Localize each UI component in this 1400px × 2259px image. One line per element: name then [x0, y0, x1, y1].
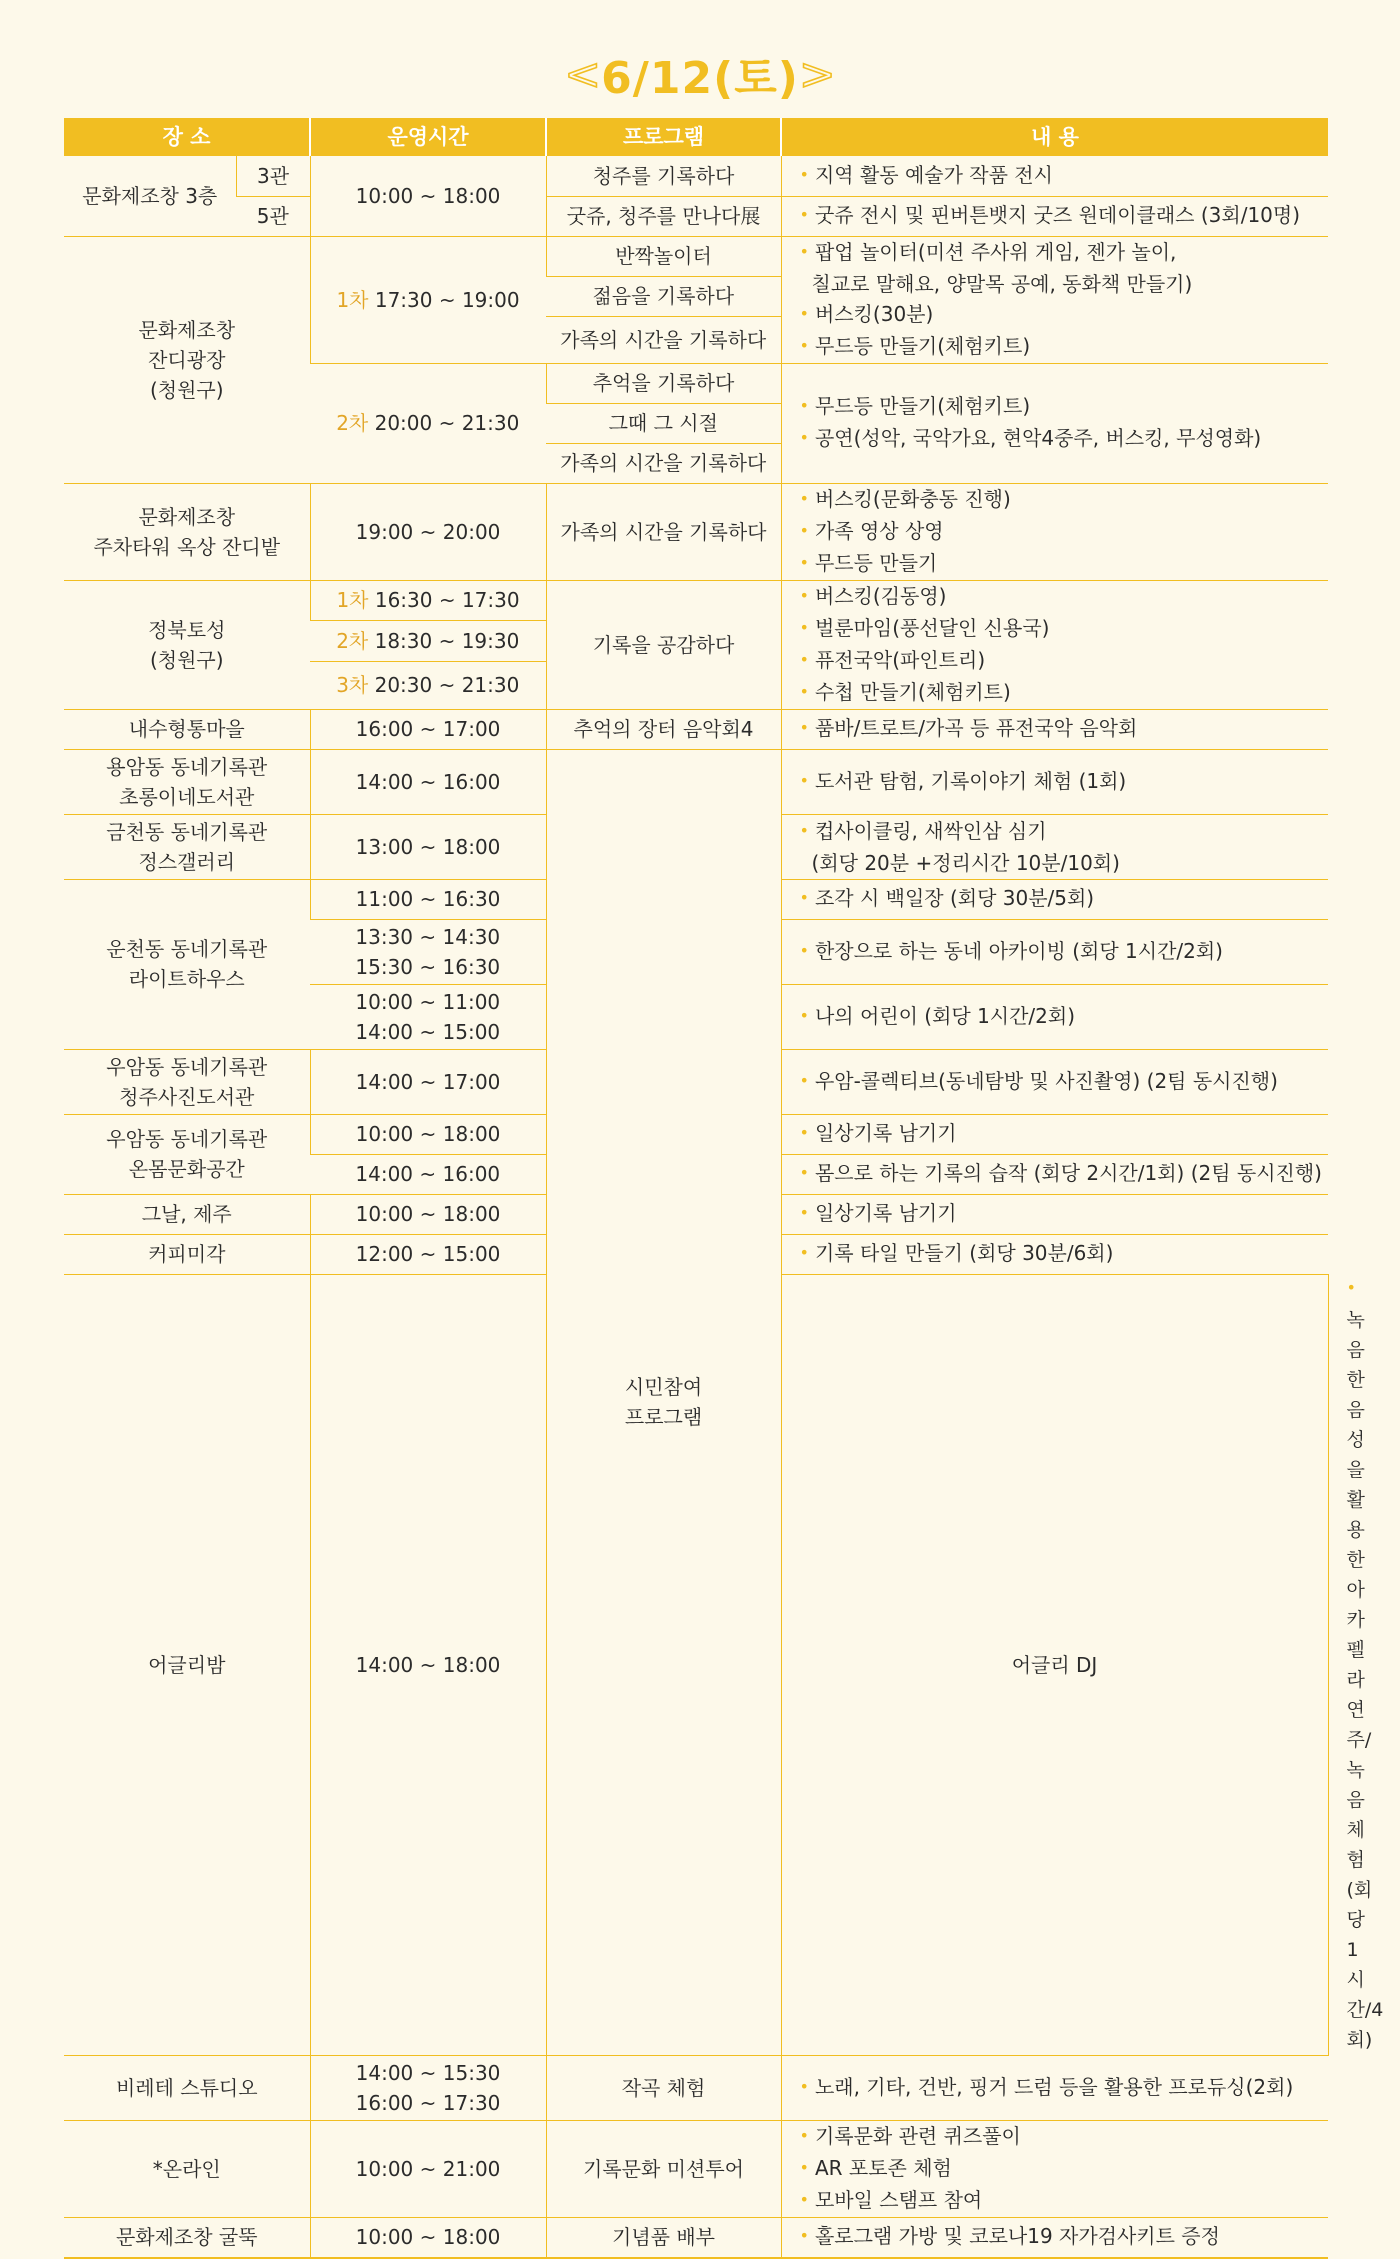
- content-text: 모바일 스탬프 참여: [814, 2188, 983, 2212]
- content-cell: • 버스킹(문화충동 진행) • 가족 영상 상영 • 무드등 만들기: [781, 483, 1328, 580]
- time-cell: [310, 662, 546, 709]
- program-cell: 기록을 공감하다: [546, 580, 781, 709]
- hall-cell: 5관: [236, 196, 310, 236]
- content-text: 기록문화 관련 퀴즈풀이: [814, 2124, 1021, 2148]
- time-line: 16:00 ~ 17:30: [355, 2091, 501, 2115]
- place-line: 주차타워 옥상 잔디밭: [93, 534, 281, 559]
- content-text: 무드등 만들기: [814, 550, 938, 575]
- content-text: 기록 타일 만들기 (회당 30분/6회): [814, 1241, 1114, 1265]
- content-cell: • 품바/트로트/가곡 등 퓨전국악 음악회: [781, 709, 1328, 749]
- table-row: [64, 483, 1328, 580]
- content-text: 조각 시 백일장 (회당 30분/5회): [814, 886, 1095, 910]
- place-line: (청원구): [149, 377, 224, 402]
- place-cell: 문화제조창 3층: [64, 156, 236, 236]
- content-text: 컵사이클링, 새싹인삼 심기: [814, 818, 1047, 843]
- content-cell: • 굿쥬 전시 및 핀버튼뱃지 굿즈 원데이클래스 (3회/10명): [781, 196, 1328, 236]
- program-cell: 굿쥬, 청주를 만나다展: [546, 196, 781, 236]
- table-row: [64, 236, 1328, 276]
- time-cell: 14:00 ~ 17:00: [310, 1049, 546, 1114]
- content-cell: • 일상기록 남기기: [781, 1194, 1328, 1234]
- place-cell: 어글리밤: [64, 1274, 310, 2056]
- content-text: 도서관 탐험, 기록이야기 체험 (1회): [814, 768, 1127, 793]
- content-text: 굿쥬 전시 및 핀버튼뱃지 굿즈 원데이클래스 (3회/10명): [814, 203, 1301, 227]
- time-cell: [310, 984, 546, 1049]
- place-cell: 비레테 스튜디오: [64, 2056, 310, 2121]
- time-line: 13:30 ~ 14:30: [355, 924, 501, 949]
- content-text: 홀로그램 가방 및 코로나19 자가검사키트 증정: [814, 2224, 1220, 2249]
- place-line: 금천동 동네기록관: [106, 819, 268, 844]
- place-line: 정북토성: [148, 617, 226, 642]
- time-cell: [310, 919, 546, 984]
- content-cell: • 팝업 놀이터(미션 주사위 게임, 젠가 놀이, 칠교로 말해요, 양말목 공예, 동화책 만들기) • 버스킹(30분) • 무드등 만들기(체험키트): [781, 236, 1328, 363]
- content-text: (회당 20분 +정리시간 10분/10회): [811, 850, 1120, 875]
- place-line: 잔디광장: [148, 347, 226, 372]
- program-cell: 가족의 시간을 기록하다: [546, 443, 781, 483]
- content-text: 무드등 만들기(체험키트): [814, 394, 1031, 418]
- round-label: 2차: [336, 629, 369, 654]
- content-text: 수첩 만들기(체험키트): [814, 679, 1011, 704]
- table-row: [64, 196, 1328, 236]
- program-cell: 가족의 시간을 기록하다: [546, 483, 781, 580]
- time-text: 17:30 ~ 19:00: [368, 287, 520, 312]
- place-cell: [64, 580, 310, 709]
- content-cell: • 조각 시 백일장 (회당 30분/5회): [781, 879, 1328, 919]
- round-label: 1차: [336, 287, 369, 312]
- time-cell: 10:00 ~ 18:00: [310, 1114, 546, 1154]
- content-text: 공연(성악, 국악가요, 현악4중주, 버스킹, 무성영화): [814, 426, 1262, 450]
- time-line: 15:30 ~ 16:30: [355, 954, 501, 979]
- table-row: [64, 2121, 1328, 2218]
- header-row: [64, 118, 1328, 156]
- program-cell: 그때 그 시절: [546, 403, 781, 443]
- place-line: 온몸문화공간: [128, 1157, 245, 1181]
- time-cell: 10:00 ~ 21:00: [310, 2121, 546, 2218]
- time-text: 18:30 ~ 19:30: [368, 629, 520, 654]
- time-text: 20:30 ~ 21:30: [368, 673, 520, 698]
- content-text: 일상기록 남기기: [814, 1121, 957, 1145]
- content-text: 몸으로 하는 기록의 습작 (회당 2시간/1회) (2팀 동시진행): [814, 1161, 1322, 1185]
- time-cell: [310, 621, 546, 662]
- time-cell: 14:00 ~ 18:00: [310, 1274, 546, 2056]
- title-bracket-right: >: [798, 48, 836, 100]
- content-text: 우암-콜렉티브(동네탐방 및 사진촬영) (2팀 동시진행): [814, 1068, 1278, 1093]
- content-cell: • 홀로그램 가방 및 코로나19 자가검사키트 증정: [781, 2218, 1328, 2258]
- place-line: 우암동 동네기록관: [106, 1127, 268, 1151]
- program-cell: 기록문화 미션투어: [546, 2121, 781, 2218]
- place-line: 우암동 동네기록관: [106, 1054, 268, 1079]
- place-line: 정스갤러리: [138, 849, 236, 874]
- program-cell: 작곡 체험: [546, 2056, 781, 2121]
- program-cell: 기념품 배부: [546, 2218, 781, 2258]
- time-cell: 11:00 ~ 16:30: [310, 879, 546, 919]
- time-cell: 14:00 ~ 16:00: [310, 1154, 546, 1194]
- place-cell: [64, 236, 310, 483]
- table-row: [64, 580, 1328, 621]
- place-line: 문화제조창: [138, 504, 236, 529]
- table-row: [64, 749, 1328, 814]
- content-cell: • 지역 활동 예술가 작품 전시: [781, 156, 1328, 196]
- round-label: 3차: [336, 673, 369, 698]
- place-cell: [64, 1049, 310, 1114]
- header-time: 운영시간: [310, 118, 546, 156]
- program-cell: 어글리 DJ: [781, 1274, 1328, 2056]
- content-cell: • 한장으로 하는 동네 아카이빙 (회당 1시간/2회): [781, 919, 1328, 984]
- program-cell: [546, 749, 781, 2056]
- header-program: 프로그램: [546, 118, 781, 156]
- schedule-table: [64, 118, 1384, 2259]
- content-text: 버스킹(김동영): [814, 583, 947, 608]
- table-row: [64, 156, 1328, 196]
- round-label: 1차: [336, 588, 369, 613]
- time-cell: 10:00 ~ 18:00: [310, 1194, 546, 1234]
- date-title: [0, 42, 1400, 106]
- content-text: 팝업 놀이터(미션 주사위 게임, 젠가 놀이,: [814, 239, 1177, 264]
- place-cell: [64, 483, 310, 580]
- content-text: 지역 활동 예술가 작품 전시: [814, 162, 1053, 187]
- content-cell: • 일상기록 남기기: [781, 1114, 1328, 1154]
- content-cell: • 버스킹(김동영) • 벌룬마임(풍선달인 신용국) • 퓨전국악(파인트리) • 수첩 만들기(체험키트): [781, 580, 1328, 709]
- time-cell: [310, 363, 546, 483]
- place-cell: 그날, 제주: [64, 1194, 310, 1234]
- content-text: 퓨전국악(파인트리): [814, 647, 986, 672]
- table-row: 어글리밤 14:00 ~ 18:00 어글리 DJ •녹음한 음성을 활용한 아카펠라 연주/녹음 체험 (회당 1시간/4회): [64, 1274, 1328, 2056]
- content-cell: • 나의 어린이 (회당 1시간/2회): [781, 984, 1328, 1049]
- table-row: [64, 709, 1328, 749]
- time-cell: [310, 580, 546, 621]
- content-text: 칠교로 말해요, 양말목 공예, 동화책 만들기): [811, 271, 1193, 296]
- time-cell: 14:00 ~ 16:00: [310, 749, 546, 814]
- place-cell: [64, 879, 310, 1049]
- content-cell: • 기록 타일 만들기 (회당 30분/6회): [781, 1234, 1328, 1274]
- round-label: 2차: [336, 411, 369, 435]
- time-cell: 16:00 ~ 17:00: [310, 709, 546, 749]
- time-text: 16:30 ~ 17:30: [368, 588, 520, 613]
- time-line: 14:00 ~ 15:00: [355, 1019, 501, 1044]
- content-text: 나의 어린이 (회당 1시간/2회): [814, 1003, 1076, 1028]
- program-cell: 젊음을 기록하다: [546, 276, 781, 316]
- content-cell: • 노래, 기타, 건반, 핑거 드럼 등을 활용한 프로듀싱(2회): [781, 2056, 1328, 2121]
- time-text: 20:00 ~ 21:30: [368, 411, 520, 435]
- time-cell: 13:00 ~ 18:00: [310, 814, 546, 879]
- place-line: 문화제조창: [138, 317, 236, 342]
- place-cell: [64, 749, 310, 814]
- hall-cell: 3관: [236, 156, 310, 196]
- program-cell: 청주를 기록하다: [546, 156, 781, 196]
- table-row: [64, 2218, 1328, 2258]
- content-cell: • 도서관 탐험, 기록이야기 체험 (1회): [781, 749, 1328, 814]
- content-text: 한장으로 하는 동네 아카이빙 (회당 1시간/2회): [814, 938, 1223, 963]
- content-text: 일상기록 남기기: [814, 1201, 957, 1225]
- content-text: AR 포토존 체험: [814, 2156, 952, 2180]
- content-text: 노래, 기타, 건반, 핑거 드럼 등을 활용한 프로듀싱(2회): [814, 2075, 1294, 2099]
- content-cell: • 몸으로 하는 기록의 습작 (회당 2시간/1회) (2팀 동시진행): [781, 1154, 1328, 1194]
- place-cell: 문화제조창 굴뚝: [64, 2218, 310, 2258]
- program-cell: 가족의 시간을 기록하다: [546, 317, 781, 363]
- content-text: 버스킹(문화충동 진행): [814, 486, 1011, 511]
- content-text: 벌룬마임(풍선달인 신용국): [814, 615, 1050, 640]
- header-place: 장 소: [64, 118, 310, 156]
- program-cell: 추억의 장터 음악회4: [546, 709, 781, 749]
- time-cell: 10:00 ~ 18:00: [310, 2218, 546, 2258]
- time-cell: [310, 2056, 546, 2121]
- content-text: 품바/트로트/가곡 등 퓨전국악 음악회: [814, 716, 1138, 740]
- content-cell: • 컵사이클링, 새싹인삼 심기 (회당 20분 +정리시간 10분/10회): [781, 814, 1328, 879]
- time-line: 14:00 ~ 15:30: [355, 2061, 501, 2085]
- place-cell: [64, 1114, 310, 1194]
- time-line: 10:00 ~ 11:00: [355, 989, 501, 1014]
- title-bracket-left: <: [564, 48, 602, 100]
- content-cell: • 우암-콜렉티브(동네탐방 및 사진촬영) (2팀 동시진행): [781, 1049, 1328, 1114]
- content-text: 녹음한 음성을 활용한 아카펠라 연주/녹음 체험 (회당 1시간/4회): [1346, 1309, 1384, 2051]
- place-cell: 커피미각: [64, 1234, 310, 1274]
- content-text: 버스킹(30분): [814, 301, 934, 326]
- place-line: 청주사진도서관: [119, 1084, 255, 1109]
- table-row: [64, 2056, 1328, 2121]
- program-line: 시민참여: [624, 1375, 703, 1400]
- place-cell: *온라인: [64, 2121, 310, 2218]
- place-cell: 내수형통마을: [64, 709, 310, 749]
- program-line: 프로그램: [624, 1405, 703, 1430]
- time-cell: [310, 236, 546, 363]
- content-cell: • 기록문화 관련 퀴즈풀이 • AR 포토존 체험 • 모바일 스탬프 참여: [781, 2121, 1328, 2218]
- place-line: (청원구): [149, 647, 224, 672]
- place-line: 용암동 동네기록관: [106, 754, 268, 779]
- content-text: 무드등 만들기(체험키트): [814, 333, 1031, 358]
- place-line: 운천동 동네기록관: [106, 937, 268, 961]
- place-line: 라이트하우스: [128, 967, 245, 991]
- title-text: 6/12(토): [601, 53, 799, 104]
- content-text: 가족 영상 상영: [814, 518, 944, 543]
- time-cell: 19:00 ~ 20:00: [310, 483, 546, 580]
- content-cell: • 무드등 만들기(체험키트) • 공연(성악, 국악가요, 현악4중주, 버스킹, 무성영화): [781, 363, 1328, 483]
- program-cell: 추억을 기록하다: [546, 363, 781, 403]
- place-line: 초롱이네도서관: [119, 784, 255, 809]
- time-cell: 10:00 ~ 18:00: [310, 156, 546, 236]
- program-cell: 반짝놀이터: [546, 236, 781, 276]
- place-cell: [64, 814, 310, 879]
- header-content: 내 용: [781, 118, 1328, 156]
- time-cell: 12:00 ~ 15:00: [310, 1234, 546, 1274]
